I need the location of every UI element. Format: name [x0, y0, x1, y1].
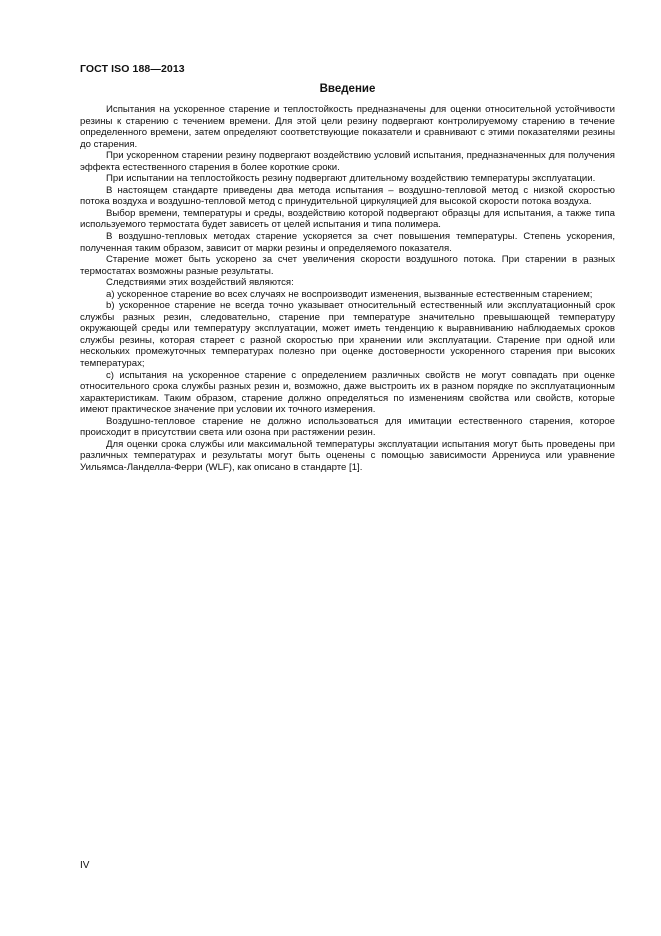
page-number: IV: [80, 860, 90, 871]
paragraph-light-ozone: Воздушно-тепловое старение не должно использоваться для имитации естественного старения, которое происходит в присутствии света или озона при растяжении резин.: [80, 415, 615, 439]
paragraph-purpose: Испытания на ускоренное старение и теплостойкость предназначены для оценки относительной устойчивости резины к старению с течением времени. Для этой цели резину подвергают контролируемому старению в течение определенного времени, затем определяют соответствующие показатели и сравнивают с этими показателями резины до старения.: [80, 104, 615, 150]
paragraph-consequences-intro: Следствиями этих воздействий являются:: [106, 277, 294, 289]
paragraph-heat-resistance: При испытании на теплостойкость резину подвергают длительному воздействию температуры эксплуатации.: [106, 173, 596, 185]
paragraph-temperature-acceleration: В воздушно-тепловых методах старение ускоряется за счет повышения температуры. Степень ускорения, полученная таким образом, зависит от марки резины и определяемого показателя.: [80, 231, 615, 254]
paragraph-airflow: Старение может быть ускорено за счет увеличения скорости воздушного потока. При старении в разных термостатах возможны разные результаты.: [80, 254, 615, 277]
introduction-body: [80, 104, 615, 474]
list-item-c: c) испытания на ускоренное старение с определением различных свойств не могут совпадать при оценке относительного срока службы разных резин и, возможно, даже выстроить их в разном порядке по эксплуатационным характеристикам. Таким образом, старение должно определяться по изменениям свойства или свойств, которые имеют практическое значение при условии их точного измерения.: [80, 369, 615, 416]
paragraph-accelerated-aging: При ускоренном старении резину подвергают воздействию условий испытания, предназначенных для получения эффекта естественного старения в более короткие сроки.: [80, 150, 615, 173]
list-item-b: b) ускоренное старение не всегда точно указывает относительный естественный или эксплуатационный срок службы разных резин, следовательно, старение при температуре значительно превышающей температуру окружающей среды или температуру эксплуатации, может иметь тенденцию к выравниванию наблюдаемых сроков службы резины, которая стареет с разной скоростью при хранении или эксплуатации. Старение при одной или нескольких промежуточных температурах полезно при оценке достоверности ускоренного старения при высоких температурах;: [80, 300, 615, 370]
paragraph-arrhenius: Для оценки срока службы или максимальной температуры эксплуатации испытания могут быть проведены при различных температурах и результаты могут быть оценены с помощью зависимости Аррениуса или уравнение Уильямса-Ланделла-Ферри (WLF), как описано в стандарте [1].: [80, 438, 615, 473]
list-item-a: a) ускоренное старение во всех случаях не воспроизводит изменения, вызванные естественным старением;: [106, 288, 593, 300]
section-title: Введение: [319, 83, 376, 95]
paragraph-methods: В настоящем стандарте приведены два метода испытания – воздушно-тепловой метод с низкой скоростью потока воздуха и воздушно-тепловой метод с принудительной циркуляцией для высокой скорости потока воздуха.: [80, 184, 615, 208]
document-code-header: ГОСТ ISO 188—2013: [80, 63, 185, 75]
paragraph-selection: Выбор времени, температуры и среды, воздействию которой подвергают образцы для испытания, а также типа используемого термостата будет зависеть от целей испытания и типа полимера.: [80, 207, 615, 231]
